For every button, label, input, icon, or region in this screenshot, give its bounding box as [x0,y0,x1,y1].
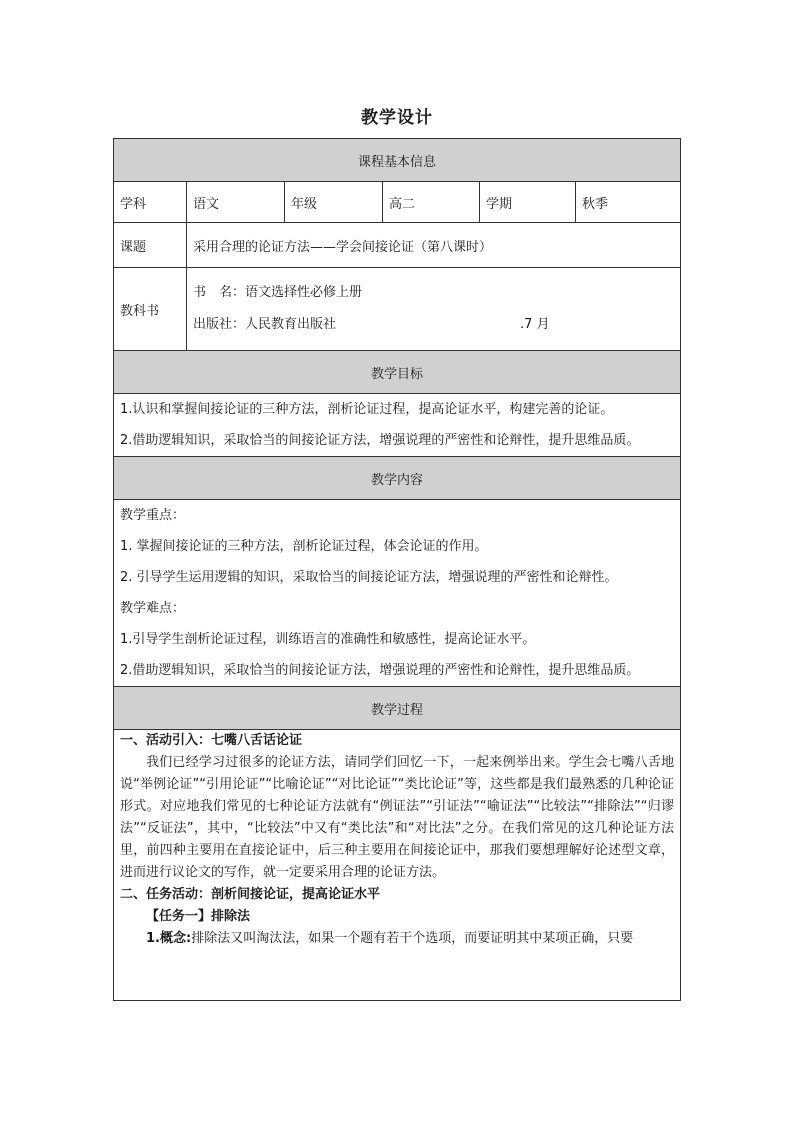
textbook-info [187,268,681,351]
objective-item: 2.借助逻辑知识，采取恰当的间接论证方法，增强说理的严密性和论辩性，提升思维品质。 [120,433,640,448]
grade-label: 年级 [285,182,383,223]
difficult-points-label: 教学难点： [120,601,186,616]
topic-value: 采用合理的论证方法——学会间接论证（第八课时） [187,223,681,268]
process-header-row [114,687,681,730]
content-row [114,500,681,687]
difficult-point-item: 2.借助逻辑知识，采取恰当的间接论证方法，增强说理的严密性和论辩性，提升思维品质。 [120,663,640,678]
topic-row [114,223,681,268]
publisher-label: 出版社： [193,317,246,332]
term-label: 学期 [480,182,576,223]
subject-label: 学科 [114,182,187,223]
process-body [114,730,681,1001]
process-header: 教学过程 [114,687,681,730]
publisher-value: 人民教育出版社 [245,317,337,332]
term-value: 秋季 [576,182,681,223]
process-row [114,730,681,1001]
objective-item: 1.认识和掌握间接论证的三种方法，剖析论证过程，提高论证水平，构建完善的论证。 [120,402,614,417]
key-point-item: 2. 引导学生运用逻辑的知识，采取恰当的间接论证方法，增强说理的严密性和论辩性。 [120,570,618,585]
lesson-plan-table [113,138,681,1001]
concept-text: 排除法又叫淘汰法，如果一个题有若干个选项，而要证明其中某项正确，只要 [191,931,634,946]
key-points-label: 教学重点： [120,508,186,523]
concept-label: 1.概念: [146,931,192,946]
objectives-header-row [114,351,681,394]
textbook-row [114,268,681,351]
content-header-row [114,457,681,500]
content-body [114,500,681,687]
section1-title: 一、活动引入：七嘴八舌话论证 [120,733,303,748]
subject-row [114,182,681,223]
objectives-body [114,394,681,457]
grade-value: 高二 [383,182,480,223]
objectives-header: 教学目标 [114,351,681,394]
task1-title: 【任务一】排除法 [146,909,251,924]
basic-info-header-row [114,139,681,182]
textbook-label: 教科书 [114,268,187,351]
subject-value: 语文 [187,182,285,223]
book-name-line [193,284,674,302]
book-name-label: 书 名： [193,285,246,300]
objectives-row [114,394,681,457]
publisher-line [193,316,674,334]
document-title: 教学设计 [361,108,433,128]
topic-label: 课题 [114,223,187,268]
section1-paragraph: 我们已经学习过很多的论证方法，请同学们回忆一下，一起来例举出来。学生会七嘴八舌地说“举例论证”“引用论证”“比喻论证”“对比论证”“类比论证”等，这些都是我们最熟悉的几种论证形式。对应地我们常见的七种论证方法就有“例证法”“引证法”“喻证法”“比较法”“排除法”“归谬法”“反证法”，其中，“比较法”中又有“类比法”和“对比法”之分。在我们常见的这几种论证方法里，前四种主要用在直接论证中，后三种主要用在间接论证中，那我们要想理解好论述型文章，进而进行议论文的写作，就一定要采用合理的论证方法。 [120,755,675,880]
basic-info-header: 课程基本信息 [114,139,681,182]
section2-title: 二、任务活动：剖析间接论证，提高论证水平 [120,887,381,902]
publish-date: .7 月 [520,317,550,332]
key-point-item: 1. 掌握间接论证的三种方法，剖析论证过程，体会论证的作用。 [120,539,488,554]
content-header: 教学内容 [114,457,681,500]
book-name-value: 语文选择性必修上册 [245,285,363,300]
difficult-point-item: 1.引导学生剖析论证过程，训练语言的准确性和敏感性，提高论证水平。 [120,632,536,647]
concept-line [120,928,674,950]
